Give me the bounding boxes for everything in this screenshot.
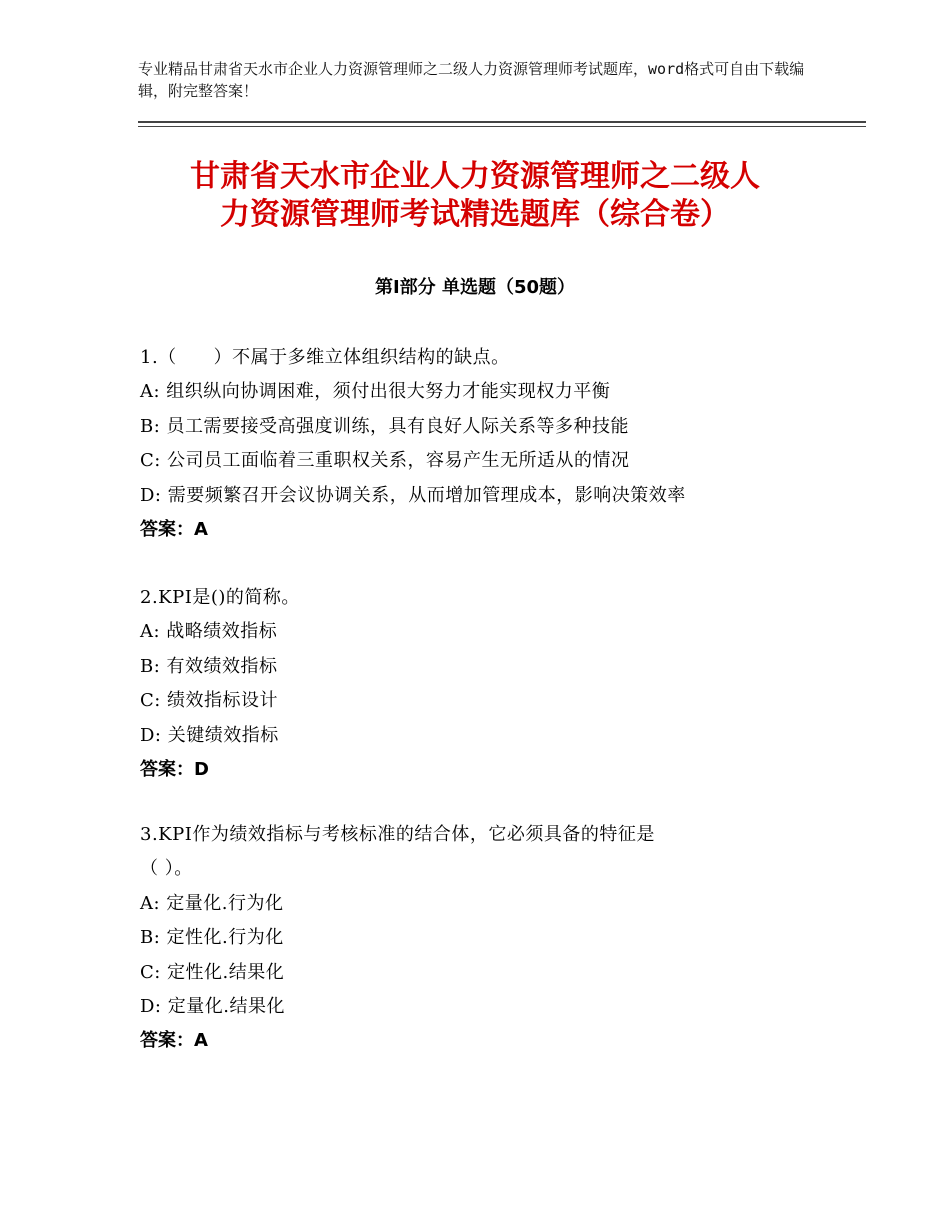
question-stem: 1.（ ）不属于多维立体组织结构的缺点。 [140,347,510,368]
option-a: A: 战略绩效指标 [140,621,278,643]
header-divider-thick [138,121,866,123]
option-b: B: 有效绩效指标 [140,655,278,677]
option-d: D: 定量化.结果化 [140,995,285,1017]
option-a: A: 定量化.行为化 [140,892,284,914]
title-line-2: 力资源管理师考试精选题库（综合卷） [220,197,730,232]
option-a: A: 组织纵向协调困难，须付出很大努力才能实现权力平衡 [140,381,611,403]
option-c: C: 公司员工面临着三重职权关系，容易产生无所适从的情况 [140,450,630,472]
question-3 [140,818,820,1059]
option-b: B: 定性化.行为化 [140,927,284,949]
option-d: D: 需要频繁召开会议协调关系，从而增加管理成本，影响决策效率 [140,484,686,506]
question-2 [140,581,820,787]
question-stem-line-1: 3.KPI作为绩效指标与考核标准的结合体，它必须具备的特征是 [140,824,655,845]
header-divider-thin [138,126,866,127]
title-line-1: 甘肃省天水市企业人力资源管理师之二级人 [190,159,760,194]
document-title [100,158,850,234]
question-stem: 2.KPI是()的简称。 [140,587,300,608]
answer: 答案：D [140,758,209,780]
header-note: 专业精品甘肃省天水市企业人力资源管理师之二级人力资源管理师考试题库，word格式可自由下载编辑，附完整答案！ [138,60,805,100]
answer: 答案：A [140,1030,208,1052]
section-title: 第Ⅰ部分 单选题（50题） [374,277,575,298]
option-c: C: 定性化.结果化 [140,961,285,983]
option-b: B: 员工需要接受高强度训练，具有良好人际关系等多种技能 [140,415,630,437]
option-d: D: 关键绩效指标 [140,724,279,746]
question-stem-line-2: （ ）。 [140,858,193,880]
option-c: C: 绩效指标设计 [140,690,279,712]
answer: 答案：A [140,518,208,540]
question-1 [140,341,820,547]
